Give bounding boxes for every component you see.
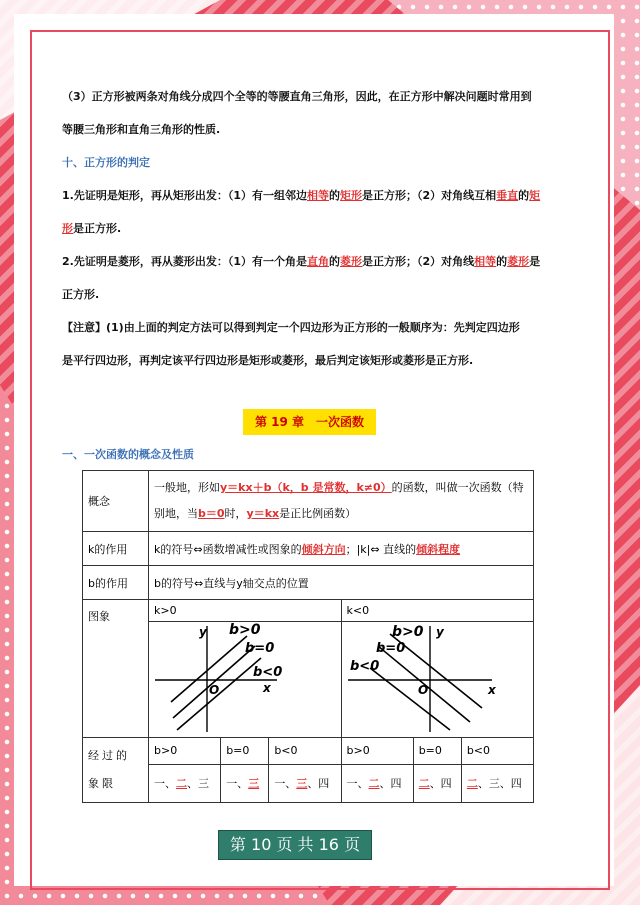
c1-text-d: 的 — [518, 189, 530, 202]
note-line2: 是平行四边形，再判定该平行四边形是矩形或菱形，最后判定该矩形或菱形是正方形. — [62, 354, 474, 367]
heading-linear-function: 一、一次函数的概念及性质 — [62, 448, 194, 461]
row-concept — [83, 471, 534, 532]
c2-red-4: 菱形 — [507, 255, 530, 268]
cond-1: b>0 — [149, 738, 221, 765]
kpos-line-bzero — [173, 646, 255, 718]
row-graph — [83, 600, 534, 738]
kpos-origin-label: O — [209, 683, 220, 697]
quad-2 — [221, 764, 269, 802]
c2-red-3: 相等 — [474, 255, 497, 268]
quad-1 — [149, 764, 221, 802]
c2-red-1: 直角 — [307, 255, 329, 268]
section3-line1: （3）正方形被两条对角线分成四个全等的等腰直角三角形，因此，在正方形中解决问题时常用到 — [62, 90, 532, 103]
quad-5-b: 、四 — [429, 777, 452, 791]
kneg-origin-label: O — [417, 683, 428, 697]
cell-k — [149, 532, 534, 566]
criterion-2-line2: 正方形. — [62, 288, 100, 301]
concept-a: 一般地，形如 — [154, 481, 220, 494]
note-line1: 【注意】(1)由上面的判定方法可以得到判定一个四边形为正方形的一般顺序为：先判定四边形 — [62, 321, 520, 334]
quad-3-red: 三 — [296, 777, 308, 791]
kpos-bpos-label: b>0 — [229, 622, 261, 638]
row-quadrants — [83, 764, 534, 802]
concept-ykx: y＝kx — [246, 507, 280, 520]
c1-red-4: 矩 — [529, 189, 541, 202]
c1-text-f: 是正方形. — [73, 222, 122, 235]
criterion-2-line1 — [62, 245, 562, 278]
quad-4-a: 一、 — [346, 777, 369, 791]
label-quadrants: 经过的象限 — [83, 738, 149, 803]
c2-text-e: 是 — [529, 255, 541, 268]
concept-d: 时， — [224, 507, 247, 520]
section3-line2: 等腰三角形和直角三角形的性质. — [62, 123, 221, 136]
quad-5-red: 二 — [418, 777, 430, 791]
graph-kpos — [149, 622, 339, 734]
quad-1-a: 一、 — [154, 777, 176, 791]
cond-4: b>0 — [341, 738, 413, 765]
c1-red-3: 垂直 — [496, 189, 519, 202]
kneg-y-label: y — [435, 625, 444, 639]
c1-text-b: 的 — [329, 189, 340, 202]
criterion-1-line2 — [62, 212, 562, 245]
quad-3-a: 一、 — [274, 777, 297, 791]
concept-formula: y＝kx＋b（k，b 是常数，k≠0） — [220, 481, 392, 494]
c1-red-1: 相等 — [307, 189, 329, 202]
cond-6: b<0 — [461, 738, 533, 765]
quad-4-b: 、四 — [379, 777, 402, 791]
label-b-role: b的作用 — [83, 566, 149, 600]
c2-text-c: 是正方形；（2）对角线 — [362, 255, 475, 268]
page-number: 第 10 页 共 16 页 — [218, 830, 372, 860]
quad-6-red: 二 — [466, 777, 478, 791]
quad-6-b: 、三、四 — [477, 777, 522, 791]
cond-2: b=0 — [221, 738, 269, 765]
criterion-1-line1 — [62, 179, 562, 212]
concept-b: 的函数，叫做一次函数（特 — [391, 481, 524, 494]
quad-3-b: 、四 — [307, 777, 330, 791]
linear-function-table — [82, 470, 534, 803]
quad-5 — [413, 764, 461, 802]
cond-5: b=0 — [413, 738, 461, 765]
c1-text-a: 1.先证明是矩形，再从矩形出发：（1）有一组邻边 — [62, 189, 307, 202]
label-concept: 概念 — [83, 471, 149, 532]
c1-red-5: 形 — [62, 222, 73, 235]
c2-text-d: 的 — [496, 255, 508, 268]
c2-red-2: 菱形 — [340, 255, 362, 268]
k-red-1: 倾斜方向 — [301, 542, 346, 556]
cell-concept — [149, 471, 534, 532]
kneg-bzero-label: b=0 — [375, 641, 405, 656]
concept-e: 是正比例函数） — [279, 507, 357, 520]
concept-b0: b＝0 — [198, 507, 225, 520]
heading-square-criteria: 十、正方形的判定 — [62, 156, 150, 169]
c1-text-c: 是正方形；（2）对角线互相 — [362, 189, 497, 202]
kneg-bpos-label: b>0 — [391, 624, 423, 640]
k-red-2: 倾斜程度 — [416, 542, 461, 556]
graph-kpos-title: k>0 — [149, 600, 341, 622]
quad-3 — [269, 764, 341, 802]
cond-3: b<0 — [269, 738, 341, 765]
cell-b: b的符号⇔直线与y轴交点的位置 — [149, 566, 534, 600]
quad-4-red: 二 — [368, 777, 380, 791]
c1-red-2: 矩形 — [340, 189, 362, 202]
row-quadrant-conditions — [83, 738, 534, 765]
c2-text-a: 2.先证明是菱形，再从菱形出发：（1）有一个角是 — [62, 255, 307, 268]
kpos-bneg-label: b<0 — [253, 665, 283, 680]
kneg-line-bneg — [370, 668, 450, 730]
graph-kpos-cell — [149, 600, 342, 738]
row-b — [83, 566, 534, 600]
quad-2-a: 一、 — [226, 777, 249, 791]
graph-kneg-title: k<0 — [342, 600, 534, 622]
quad-2-red: 三 — [248, 777, 260, 791]
k-b: ；|k|⇔ 直线的 — [345, 542, 417, 556]
graph-kneg-cell — [341, 600, 534, 738]
kpos-x-label: x — [263, 681, 271, 695]
row-k — [83, 532, 534, 566]
quad-6 — [461, 764, 533, 802]
kneg-x-label: x — [487, 683, 496, 697]
graph-kneg — [342, 622, 532, 734]
label-graph: 图象 — [83, 600, 149, 738]
chapter-title: 第 19 章 一次函数 — [243, 409, 376, 435]
label-k-role: k的作用 — [83, 532, 149, 566]
k-a: k的符号⇔函数增减性或图象的 — [154, 542, 302, 556]
quad-1-b: 、三 — [187, 777, 209, 791]
quad-4 — [341, 764, 413, 802]
page-content — [62, 80, 562, 377]
kpos-bzero-label: b=0 — [245, 641, 275, 656]
kpos-y-label: y — [199, 625, 207, 639]
c2-text-b: 的 — [329, 255, 340, 268]
concept-c: 别地，当 — [154, 507, 198, 520]
quad-1-red: 二 — [176, 777, 187, 791]
kneg-bneg-label: b<0 — [349, 659, 379, 674]
